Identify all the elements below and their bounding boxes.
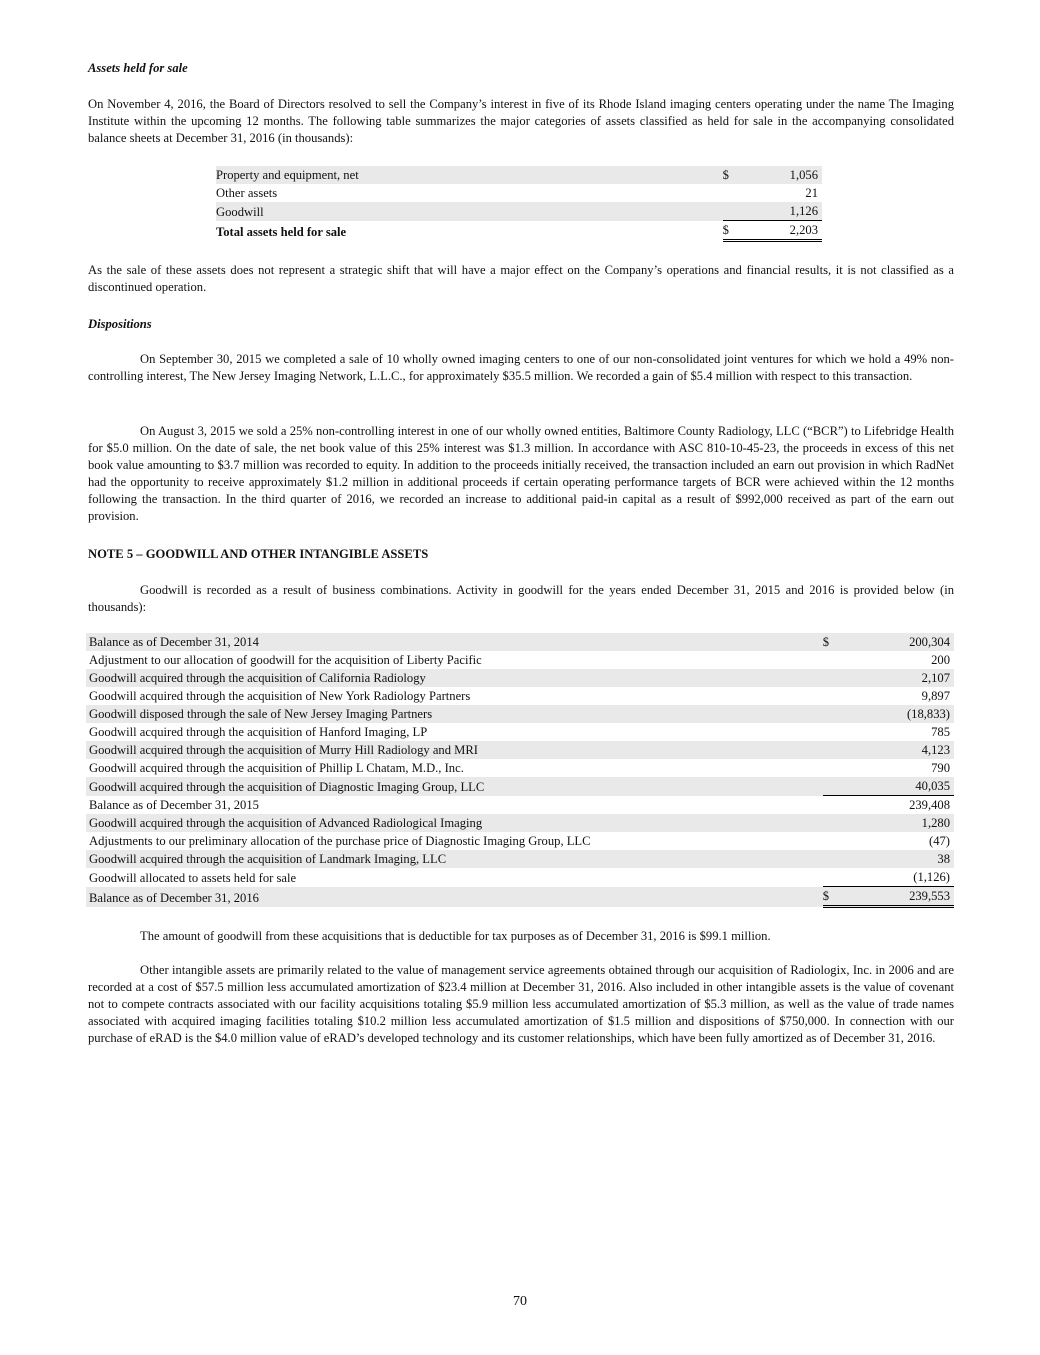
goodwill-table-row	[86, 687, 954, 705]
goodwill-table-row	[86, 669, 954, 687]
goodwill-row-currency: $	[823, 887, 853, 907]
goodwill-table-row	[86, 741, 954, 759]
goodwill-table-row	[86, 796, 954, 815]
goodwill-row-value: 38	[853, 850, 955, 868]
goodwill-row-label: Adjustments to our preliminary allocation of the purchase price of Diagnostic Imaging Group, LLC	[89, 834, 591, 848]
goodwill-row-value: (47)	[929, 834, 950, 848]
goodwill-table-row	[86, 651, 954, 669]
goodwill-row-label: Goodwill acquired through the acquisition of Advanced Radiological Imaging	[86, 814, 799, 832]
goodwill-row-label: Goodwill acquired through the acquisition of California Radiology	[86, 669, 799, 687]
goodwill-row-label: Goodwill acquired through the acquisition of Phillip L Chatam, M.D., Inc.	[89, 761, 464, 775]
assets-table-row	[216, 166, 822, 184]
goodwill-row-currency	[823, 723, 853, 741]
goodwill-row-currency	[823, 669, 853, 687]
page-number: 70	[513, 1294, 527, 1309]
goodwill-row-label: Goodwill acquired through the acquisition of Diagnostic Imaging Group, LLC	[86, 777, 799, 796]
note-5-paragraph-2: The amount of goodwill from these acquisitions that is deductible for tax purposes as of December 31, 2016 is $99.1 million.	[140, 929, 771, 943]
assets-table-row	[216, 202, 822, 221]
goodwill-row-label: Goodwill acquired through the acquisition of New York Radiology Partners	[89, 689, 471, 703]
goodwill-table-row	[86, 887, 954, 907]
goodwill-row-value: 40,035	[853, 777, 955, 796]
goodwill-row-currency	[823, 868, 853, 887]
goodwill-table-row	[86, 850, 954, 868]
goodwill-row-currency	[823, 832, 853, 850]
assets-row-value: 1,056	[738, 166, 822, 184]
goodwill-row-currency	[823, 850, 853, 868]
goodwill-row-label: Goodwill allocated to assets held for sale	[89, 870, 297, 885]
goodwill-row-currency	[823, 687, 853, 705]
goodwill-row-label: Goodwill disposed through the sale of New Jersey Imaging Partners	[86, 705, 799, 723]
note-5-paragraph-1: Goodwill is recorded as a result of business combinations. Activity in goodwill for the years ended December 31, 2015 and 2016 is provided below (in thousands):	[88, 583, 954, 614]
assets-row-label: Other assets	[216, 186, 278, 200]
goodwill-row-value: 200	[931, 653, 950, 667]
goodwill-row-label: Goodwill acquired through the acquisition of Murry Hill Radiology and MRI	[86, 741, 799, 759]
goodwill-table-row	[86, 759, 954, 777]
note-5-heading: NOTE 5 – GOODWILL AND OTHER INTANGIBLE ASSETS	[88, 547, 429, 561]
goodwill-row-label: Adjustment to our allocation of goodwill for the acquisition of Liberty Pacific	[89, 653, 482, 667]
note-5-paragraph-3: Other intangible assets are primarily related to the value of management service agreements obtained through our acquisition of Radiologix, Inc. in 2006 and are recorded at a cost of $57.5 million less accumulated amortization of $23.4 million at December 31, 2016. Also included in other intangible assets is the value of covenant not to compete contracts associated with our facility acquisitions totaling $5.9 million less accumulated amortization of $5.3 million, as well as the value of trade names associated with acquired imaging facilities totaling $10.2 million less accumulated amortization of $1.5 million and dispositions of $750,000. In connection with our purchase of eRAD is the $4.0 million value of eRAD’s developed technology and its customer relationships, which have been fully amortized as of December 31, 2016.	[88, 963, 954, 1045]
assets-row-currency	[723, 202, 739, 221]
assets-total-label: Total assets held for sale	[216, 224, 347, 239]
assets-paragraph: On November 4, 2016, the Board of Directors resolved to sell the Company’s interest in five of its Rhode Island imaging centers operating under the name The Imaging Institute within the upcoming 12 months. The following table summarizes the major categories of assets classified as held for sale in the accompanying consolidated balance sheets at December 31, 2016 (in thousands):	[88, 97, 954, 145]
goodwill-row-value: 2,107	[853, 669, 955, 687]
dispositions-paragraph-1: On September 30, 2015 we completed a sale of 10 wholly owned imaging centers to one of our non-consolidated joint ventures for which we hold a 49% non-controlling interest, The New Jersey Imaging Network, L.L.C., for approximately $35.5 million. We recorded a gain of $5.4 million with respect to this transaction.	[88, 352, 954, 383]
goodwill-row-value: 785	[931, 725, 950, 739]
goodwill-table-row	[86, 814, 954, 832]
goodwill-table-row	[86, 723, 954, 741]
goodwill-row-value: 1,280	[853, 814, 955, 832]
goodwill-row-currency	[823, 777, 853, 796]
goodwill-row-currency: $	[823, 633, 853, 651]
assets-paragraph-2: As the sale of these assets does not represent a strategic shift that will have a major effect on the Company’s operations and financial results, it is not classified as a discontinued operation.	[88, 263, 954, 294]
goodwill-row-value: (18,833)	[853, 705, 955, 723]
assets-row-currency	[723, 184, 739, 202]
dispositions-heading: Dispositions	[88, 317, 152, 331]
goodwill-row-currency	[823, 796, 853, 815]
assets-row-label: Goodwill	[216, 202, 703, 221]
assets-total-currency: $	[723, 221, 739, 241]
goodwill-row-currency	[823, 759, 853, 777]
goodwill-table-row	[86, 868, 954, 887]
goodwill-table-row	[86, 777, 954, 796]
assets-row-value: 21	[805, 186, 818, 200]
goodwill-row-label: Balance as of December 31, 2015	[89, 798, 259, 812]
assets-held-for-sale-heading: Assets held for sale	[88, 61, 188, 75]
goodwill-table-row	[86, 705, 954, 723]
assets-total-value: 2,203	[738, 221, 822, 241]
assets-table-row	[216, 184, 822, 202]
goodwill-row-currency	[823, 814, 853, 832]
goodwill-table-row	[86, 633, 954, 651]
goodwill-row-value: (1,126)	[853, 868, 955, 887]
assets-row-label: Property and equipment, net	[216, 166, 703, 184]
goodwill-row-value: 9,897	[921, 689, 950, 703]
goodwill-row-label: Goodwill acquired through the acquisition of Hanford Imaging, LP	[89, 725, 428, 739]
dispositions-paragraph-2: On August 3, 2015 we sold a 25% non-controlling interest in one of our wholly owned entities, Baltimore County Radiology, LLC (“BCR”) to Lifebridge Health for $5.0 million. On the date of sale, the net book value of this 25% interest was $1.3 million. In accordance with ASC 810-10-45-23, the proceeds in excess of this net book value amounting to $3.7 million was recorded to equity. In addition to the proceeds initially received, the transaction included an earn out provision in which RadNet had the opportunity to receive approximately $1.2 million in additional proceeds if certain operating performance targets of BCR were achieved within the 12 months following the transaction. In the third quarter of 2016, we recorded an increase to additional paid-in capital as a result of $992,000 received as part of the earn out provision.	[88, 424, 954, 523]
goodwill-row-currency	[823, 651, 853, 669]
goodwill-row-value: 790	[931, 761, 950, 775]
goodwill-row-value: 4,123	[853, 741, 955, 759]
goodwill-row-value: 239,553	[853, 887, 955, 907]
assets-row-value: 1,126	[738, 202, 822, 221]
assets-held-for-sale-table	[216, 166, 822, 242]
goodwill-row-value: 239,408	[909, 798, 950, 812]
goodwill-activity-table	[86, 633, 954, 908]
goodwill-row-currency	[823, 741, 853, 759]
goodwill-row-label: Goodwill acquired through the acquisition of Landmark Imaging, LLC	[86, 850, 799, 868]
goodwill-row-label: Balance as of December 31, 2014	[86, 633, 799, 651]
goodwill-row-value: 200,304	[853, 633, 955, 651]
goodwill-row-label: Balance as of December 31, 2016	[86, 887, 799, 907]
assets-row-currency: $	[723, 166, 739, 184]
goodwill-table-row	[86, 832, 954, 850]
assets-table-total-row	[216, 221, 822, 241]
goodwill-row-currency	[823, 705, 853, 723]
